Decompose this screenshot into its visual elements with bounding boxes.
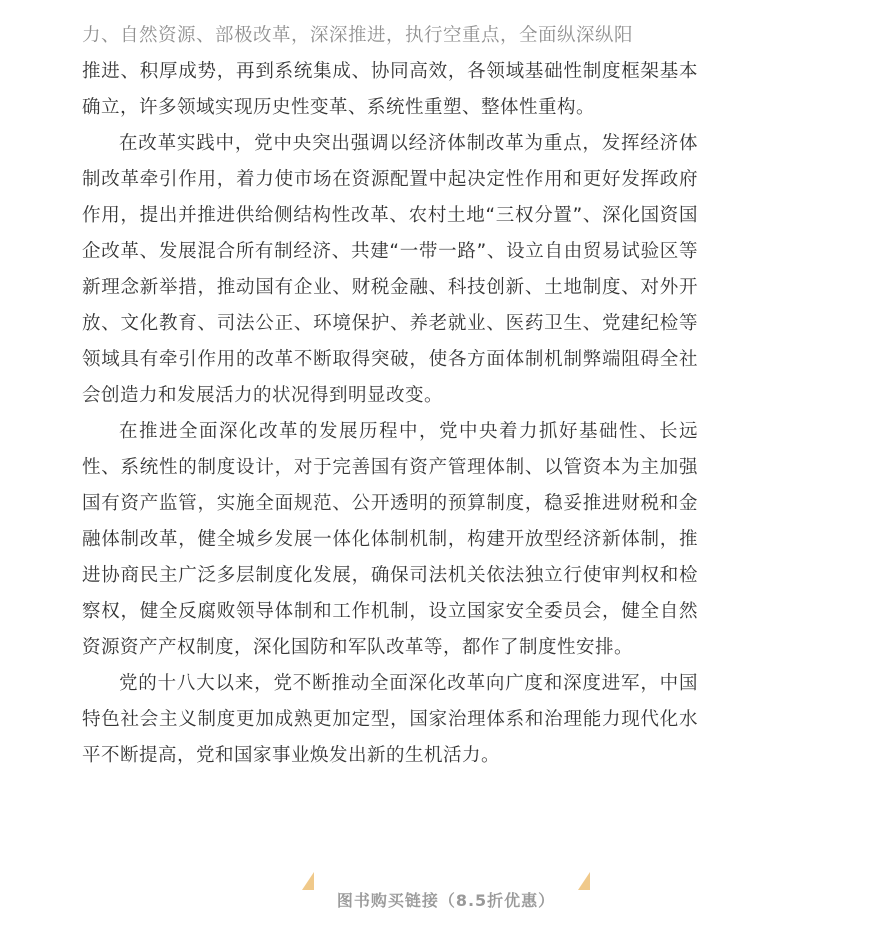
clipped-top-line: 力、自然资源、部极改革，深深推进，执行空重点，全面纵深纵阳 bbox=[82, 25, 634, 46]
article-body bbox=[82, 18, 698, 774]
paragraph-4: 党的十八大以来，党不断推动全面深化改革向广度和深度进军，中国特色社会主义制度更加成熟更加定型，国家治理体系和治理能力现代化水平不断提高，党和国家事业焕发出新的生机活力。 bbox=[82, 673, 698, 766]
paragraph-2: 在改革实践中，党中央突出强调以经济体制改革为重点，发挥经济体制改革牵引作用，着力使市场在资源配置中起决定性作用和更好发挥政府作用，提出并推进供给侧结构性改革、农村土地“三权分置”、深化国资国企改革、发展混合所有制经济、共建“一带一路”、设立自由贸易试验区等新理念新举措，推动国有企业、财税金融、科技创新、土地制度、对外开放、文化教育、司法公正、环境保护、养老就业、医药卫生、党建纪检等领域具有牵引作用的改革不断取得突破，使各方面体制机制弊端阻碍全社会创造力和发展活力的状况得到明显改变。 bbox=[82, 133, 698, 406]
book-purchase-link-label[interactable]: 图书购买链接（8.5折优惠） bbox=[336, 891, 556, 910]
book-purchase-link[interactable] bbox=[300, 872, 592, 918]
paragraph-3: 在推进全面深化改革的发展历程中，党中央着力抓好基础性、长远性、系统性的制度设计，对于完善国有资产管理体制、以管资本为主加强国有资产监管，实施全面规范、公开透明的预算制度，稳妥推进财税和金融体制改革，健全城乡发展一体化体制机制，构建开放型经济新体制，推进协商民主广泛多层制度化发展，确保司法机关依法独立行使审判权和检察权，健全反腐败领导体制和工作机制，设立国家安全委员会，健全自然资源资产产权制度，深化国防和军队改革等，都作了制度性安排。 bbox=[82, 421, 698, 658]
paragraph-1: 推进、积厚成势，再到系统集成、协同高效，各领域基础性制度框架基本确立，许多领域实现历史性变革、系统性重塑、整体性重构。 bbox=[82, 61, 698, 118]
